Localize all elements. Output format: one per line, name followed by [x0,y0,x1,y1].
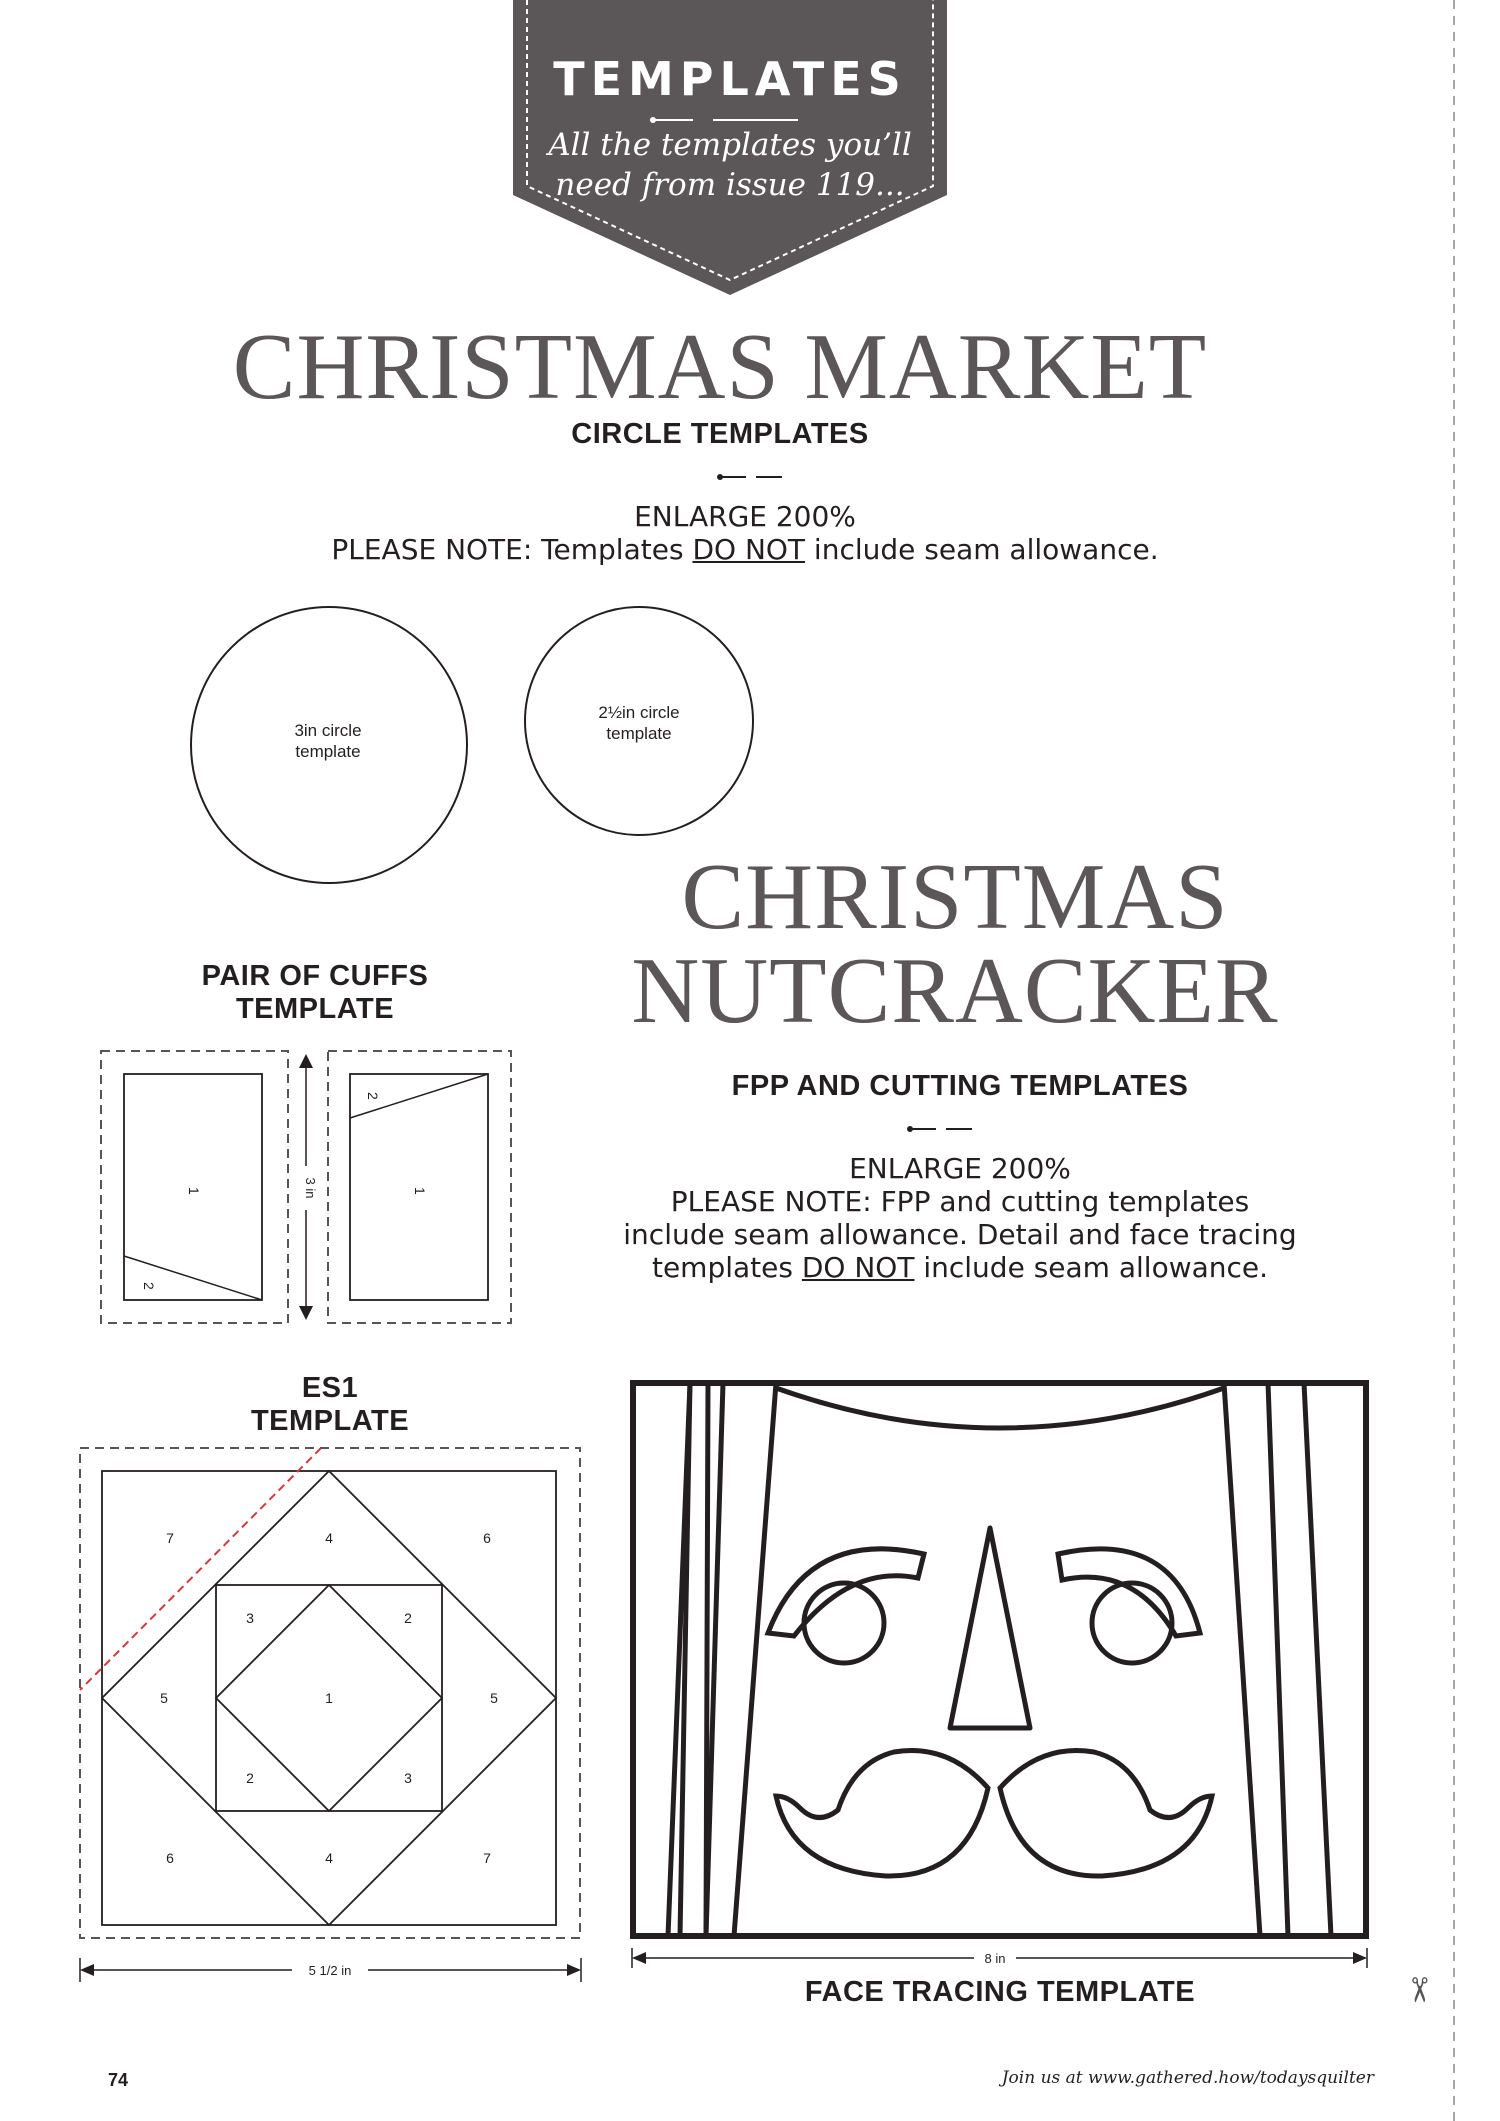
market-title: CHRISTMAS MARKET [232,315,1208,419]
nutcracker-title-line1: CHRISTMAS [681,845,1229,949]
cuffs-right-piece2: 2 [365,1092,381,1100]
nutcracker-title [590,845,1320,1043]
es1-label-7b: 7 [483,1850,491,1866]
face-title: FACE TRACING TEMPLATE [804,1976,1196,2008]
es1-label-4b: 4 [325,1850,333,1866]
nutcracker-note-line1: PLEASE NOTE: FPP and cutting templates [670,1185,1250,1218]
cuffs-title: PAIR OF CUFFS TEMPLATE [201,960,429,1025]
cut-line [1440,0,1470,2121]
es1-label-3a: 3 [246,1610,254,1626]
market-divider [716,472,786,482]
nutcracker-subtitle: FPP AND CUTTING TEMPLATES [731,1070,1189,1102]
nutcracker-divider [906,1124,976,1134]
market-note-underline: DO NOT [692,533,806,566]
page-number: 74 [108,2070,129,2090]
es1-label-2b: 2 [246,1770,254,1786]
footer-url[interactable]: Join us at www.gathered.how/todaysquilter [1001,2068,1374,2088]
es1-label-7a: 7 [166,1530,174,1546]
es1-label-3b: 3 [404,1770,412,1786]
nutcracker-note-line3: templates DO NOT include seam allowance. [651,1251,1269,1284]
market-note [220,533,1270,566]
es1-label-4a: 4 [325,1530,333,1546]
es1-label-5a: 5 [160,1690,168,1706]
nutcracker-title-line2: NUTCRACKER [631,939,1279,1043]
circle-3in-label: 3in circle template [294,721,362,761]
es1-template [72,1440,592,1990]
es1-dimension: 5 1/2 in [308,1963,352,1978]
nutcracker-note-line2: include seam allowance. Detail and face tracing [623,1218,1297,1251]
cuffs-left-piece2: 2 [141,1282,157,1290]
scissors-icon: ✂ [1398,1975,1439,2005]
cuffs-left-piece1: 1 [186,1187,202,1195]
es1-label-5b: 5 [490,1690,498,1706]
banner-title: TEMPLATES [553,52,907,106]
circle-25in-label: 2½in circle template [598,703,680,743]
es1-label-6a: 6 [483,1530,491,1546]
banner-subtitle-line1: All the templates you’ll [548,127,912,163]
face-tracing-template [628,1378,1374,1968]
cuffs-dimension: 3 in [303,1177,318,1199]
market-subtitle: CIRCLE TEMPLATES [571,418,869,450]
market-note-suffix: include seam allowance. [805,533,1159,566]
banner-subtitle [513,125,947,205]
es1-title: ES1 TEMPLATE [250,1372,410,1437]
es1-label-1: 1 [325,1690,333,1706]
face-dimension: 8 in [984,1951,1006,1966]
es1-label-2a: 2 [404,1610,412,1626]
banner-subtitle-line2: need from issue 119... [555,167,905,203]
es1-label-6b: 6 [166,1850,174,1866]
market-note-prefix: PLEASE NOTE: Templates [331,533,693,566]
cuffs-right-piece1: 1 [412,1187,428,1195]
market-enlarge: ENLARGE 200% [634,500,856,533]
nutcracker-note [560,1152,1360,1284]
nutcracker-enlarge: ENLARGE 200% [849,1152,1071,1185]
cuffs-template [96,1046,516,1328]
